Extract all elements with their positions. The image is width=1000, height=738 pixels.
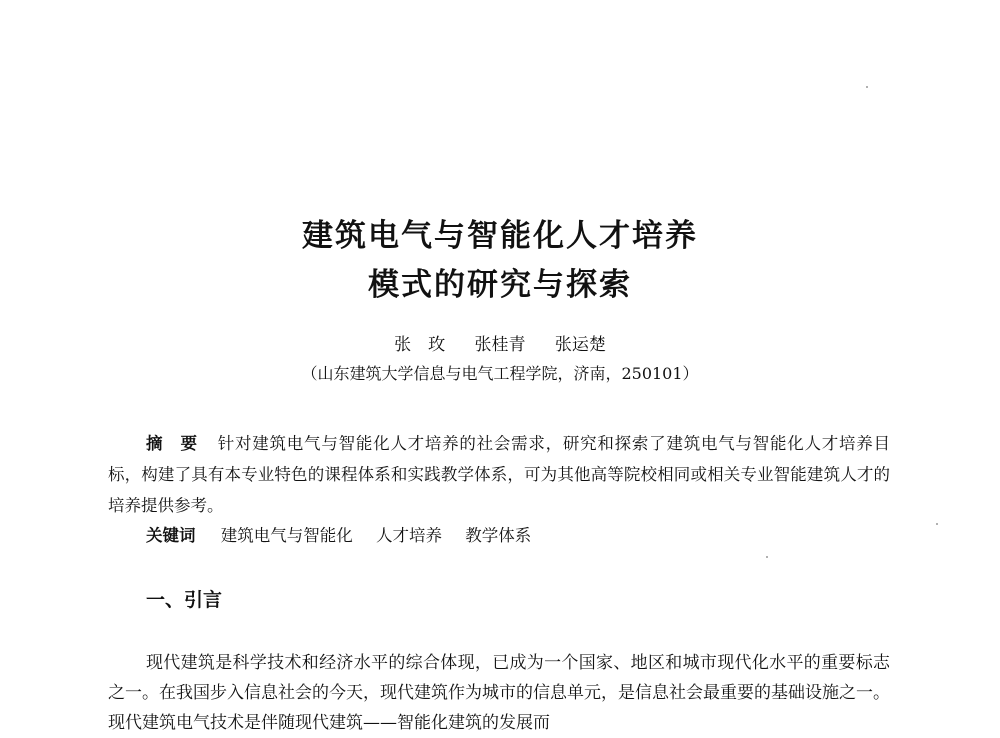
author-name: 张运楚 (554, 335, 606, 355)
scan-speck (766, 556, 768, 558)
keywords-label: 关键词 (146, 526, 196, 545)
author-name: 张桂青 (474, 335, 526, 355)
keyword: 建筑电气与智能化 (220, 526, 353, 545)
section-paragraph: 现代建筑是科学技术和经济水平的综合体现，已成为一个国家、地区和城市现代化水平的重要标志之一。在我国步入信息社会的今天，现代建筑作为城市的信息单元，是信息社会最重要的基础设施之一。现代建筑电气技术是伴随现代建筑——智能化建筑的发展而 (108, 653, 890, 733)
section-heading: 一、引言 (146, 589, 223, 611)
author-name: 张 玫 (394, 335, 446, 355)
abstract-label: 摘 要 (146, 434, 198, 453)
scan-speck (866, 86, 868, 88)
author-list (0, 330, 1000, 355)
abstract-text: 针对建筑电气与智能化人才培养的社会需求，研究和探索了建筑电气与智能化人才培养目标，构建了具有本专业特色的课程体系和实践教学体系，可为其他高等院校相同或相关专业智能建筑人才的培养提供参考。 (108, 434, 891, 515)
abstract (108, 428, 890, 521)
keywords (146, 522, 549, 546)
keyword: 教学体系 (465, 526, 532, 545)
author-affiliation: （山东建筑大学信息与电气工程学院，济南，250101） (301, 364, 699, 383)
paper-title-line-2: 模式的研究与探索 (368, 267, 632, 303)
paper-title-line-1: 建筑电气与智能化人才培养 (302, 218, 698, 254)
scan-speck (936, 523, 938, 525)
keyword: 人才培养 (376, 526, 442, 545)
